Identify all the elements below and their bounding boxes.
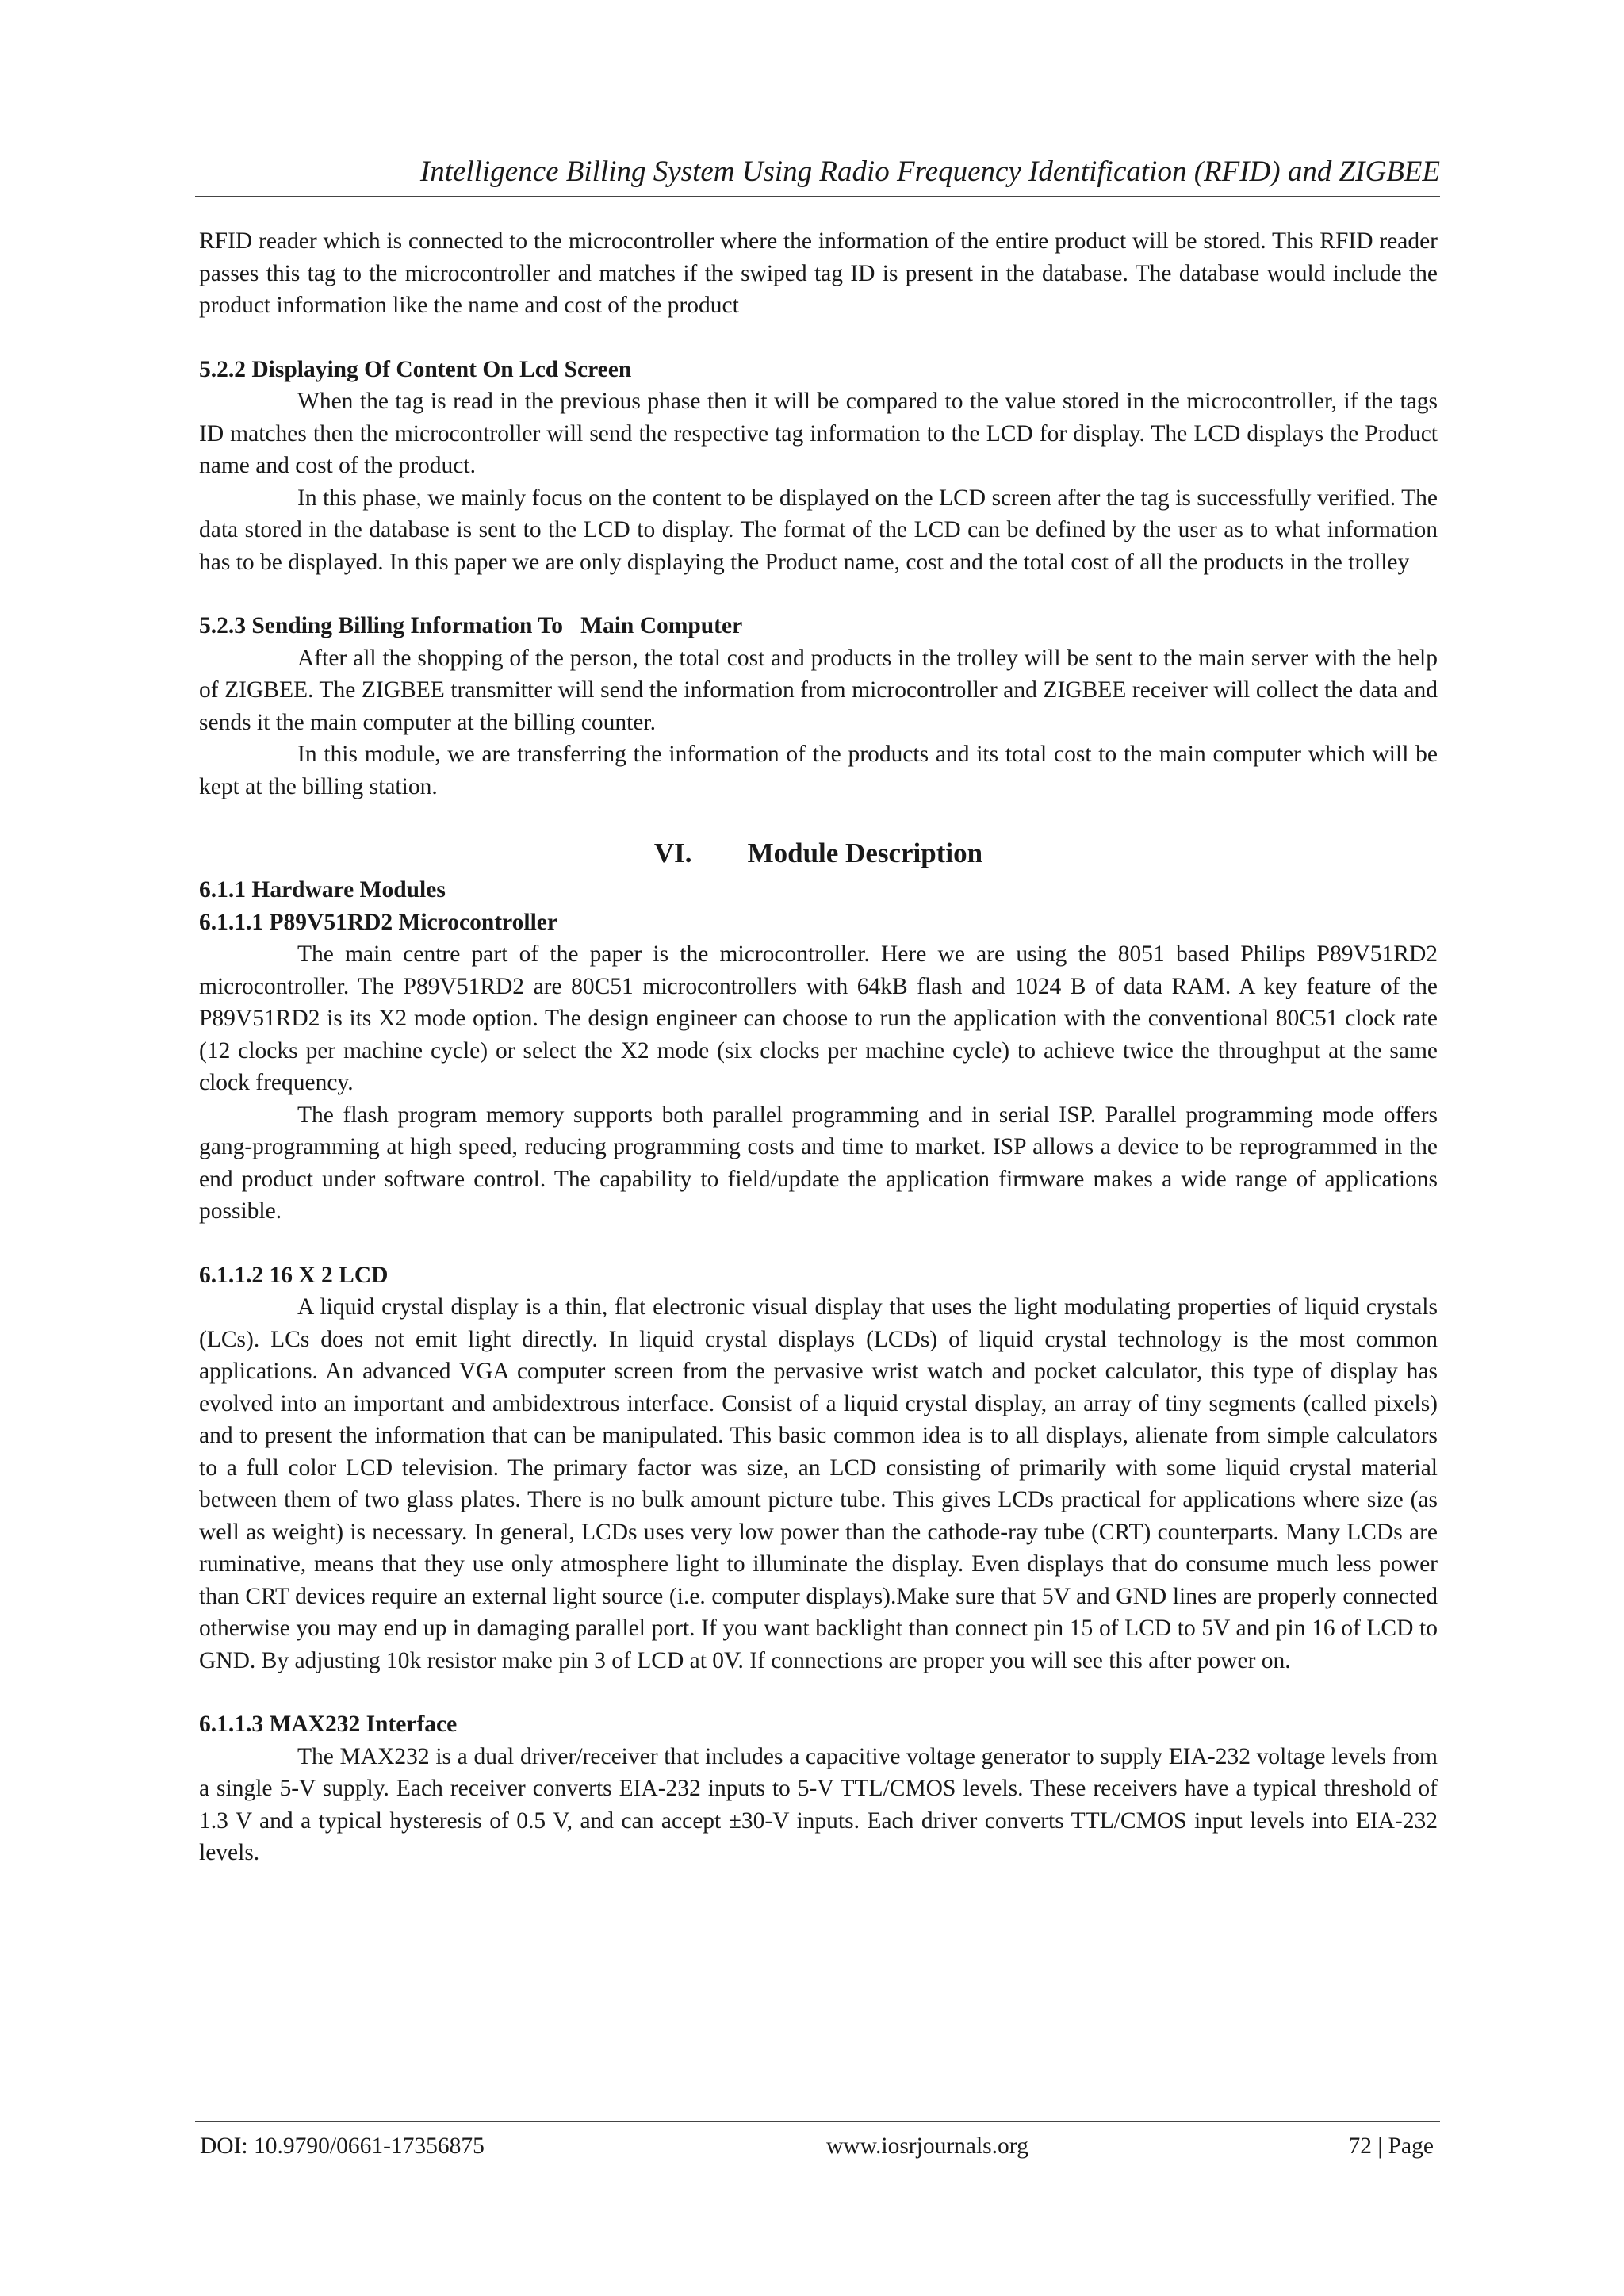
running-header — [195, 153, 1440, 197]
footer-website: www.iosrjournals.org — [826, 2133, 1028, 2159]
section-heading-vi — [199, 834, 1438, 872]
paragraph-6-1-1-1-b: The flash program memory supports both parallel programming and in serial ISP. Parallel programming mode offers gang-programming at high speed, reducing programming costs and time to market. ISP allows a device to be reprogrammed in the end product under software control. The capability to field/update the application firmware makes a wide range of applications possible. — [199, 1102, 1438, 1224]
page-footer — [195, 2121, 1440, 2162]
heading-6-1-1: 6.1.1 Hardware Modules — [199, 877, 446, 903]
paragraph-6-1-1-2: A liquid crystal display is a thin, flat electronic visual display that uses the light modulating properties of liquid crystals (LCs). LCs does not emit light directly. In liquid crystal displays (LCDs) of liquid crystal technology is the most common applications. An advanced VGA computer screen from the pervasive wrist watch and pocket calculator, this type of display has evolved into an important and ambidextrous interface. Consist of a liquid crystal display, an array of tiny segments (called pixels) and to present the information that can be manipulated. This basic common idea is to all displays, alienate from simple calculators to a full color LCD television. The primary factor was size, an LCD consisting of primarily with some liquid crystal material between them of two glass plates. There is no bulk amount picture tube. This gives LCDs practical for applications where size (as well as weight) is necessary. In general, LCDs uses very low power than the cathode-ray tube (CRT) counterparts. Many LCDs are ruminative, means that they use only atmosphere light to illuminate the display. Even displays that do consume much less power than CRT devices require an external light source (i.e. computer displays).Make sure that 5V and GND lines are properly connected otherwise you may end up in damaging parallel port. If you want backlight than connect pin 15 of LCD to 5V and pin 16 of LCD to GND. By adjusting 10k resistor make pin 3 of LCD at 0V. If connections are proper you will see this after power on. — [199, 1294, 1438, 1673]
paragraph-6-1-1-1-a: The main centre part of the paper is the microcontroller. Here we are using the 8051 based Philips P89V51RD2 microcontroller. The P89V51RD2 are 80C51 microcontrollers with 64kB flash and 1024 B of data RAM. A key feature of the P89V51RD2 is its X2 mode option. The design engineer can choose to run the application with the conventional 80C51 clock rate (12 clocks per machine cycle) or select the X2 mode (six clocks per machine cycle) to achieve twice the throughput at the same clock frequency. — [199, 941, 1438, 1095]
footer-page-number: 72 | Page — [1348, 2133, 1434, 2159]
intro-paragraph: RFID reader which is connected to the microcontroller where the information of the entire product will be stored. This RFID reader passes this tag to the microcontroller and matches if the swiped tag ID is present in the database. The database would include the product information like the name and cost of the product — [199, 228, 1438, 318]
footer-doi: DOI: 10.9790/0661-17356875 — [200, 2133, 485, 2159]
paragraph-5-2-3-a: After all the shopping of the person, the total cost and products in the trolley will be sent to the main server with the help of ZIGBEE. The ZIGBEE transmitter will send the information from microcontroller and ZIGBEE receiver will collect the data and sends it the main computer at the billing counter. — [199, 645, 1438, 735]
heading-5-2-2: 5.2.2 Displaying Of Content On Lcd Screen — [199, 356, 632, 382]
paragraph-5-2-2-a: When the tag is read in the previous phase then it will be compared to the value stored in the microcontroller, if the tags ID matches then the microcontroller will send the respective tag information to the LCD for display. The LCD displays the Product name and cost of the product. — [199, 389, 1438, 478]
running-header-title: Intelligence Billing System Using Radio Frequency Identification (RFID) and ZIGBEE — [419, 155, 1440, 188]
paragraph-6-1-1-3: The MAX232 is a dual driver/receiver that includes a capacitive voltage generator to supply EIA-232 voltage levels from a single 5-V supply. Each receiver converts EIA-232 inputs to 5-V TTL/CMOS levels. These receivers have a typical threshold of 1.3 V and a typical hysteresis of 0.5 V, and can accept ±30-V inputs. Each driver converts TTL/CMOS input levels into EIA-232 levels. — [199, 1743, 1438, 1865]
heading-6-1-1-1: 6.1.1.1 P89V51RD2 Microcontroller — [199, 909, 557, 935]
paragraph-5-2-3-b: In this module, we are transferring the information of the products and its total cost to the main computer which will be kept at the billing station. — [199, 742, 1438, 799]
heading-6-1-1-2: 6.1.1.2 16 X 2 LCD — [199, 1262, 389, 1288]
section-title-text: Module Description — [747, 838, 983, 868]
page-body — [199, 225, 1438, 1869]
section-number: VI. — [653, 838, 692, 868]
heading-6-1-1-3: 6.1.1.3 MAX232 Interface — [199, 1711, 458, 1737]
paragraph-5-2-2-b: In this phase, we mainly focus on the content to be displayed on the LCD screen after the tag is successfully verified. The data stored in the database is sent to the LCD to display. The format of the LCD can be defined by the user as to what information has to be displayed. In this paper we are only displaying the Product name, cost and the total cost of all the products in the trolley — [199, 485, 1438, 575]
heading-5-2-3: 5.2.3 Sending Billing Information To Main Computer — [199, 613, 743, 638]
